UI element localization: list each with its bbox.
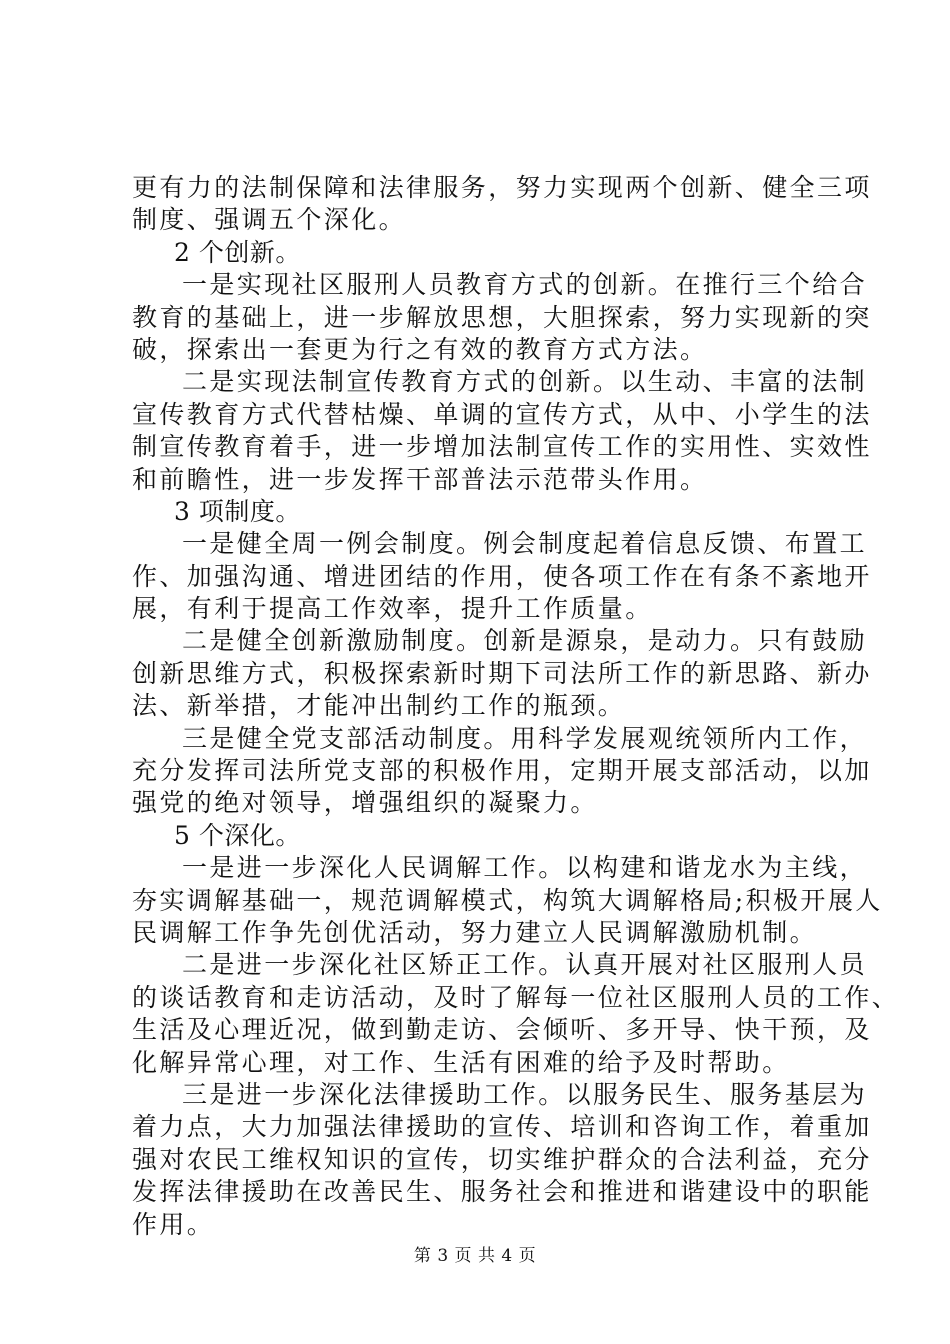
text-line: 三是健全党支部活动制度。用科学发展观统领所内工作， [182,723,868,753]
text-line: 二是健全创新激励制度。创新是源泉，是动力。只有鼓励 [182,626,868,656]
text-line: 夯实调解基础一，规范调解模式，构筑大调解格局;积极开展人 [132,885,883,915]
text-line: 化解异常心理，对工作、生活有困难的给予及时帮助。 [132,1047,790,1077]
section-heading: 5 个深化。 [174,820,301,850]
text-line: 作用。 [132,1209,215,1239]
text-line: 法、新举措，才能冲出制约工作的瓶颈。 [132,691,626,721]
page-footer: 第 3 页 共 4 页 [413,1246,537,1266]
text-line: 创新思维方式，积极探索新时期下司法所工作的新思路、新办 [132,658,872,688]
text-line: 一是进一步深化人民调解工作。以构建和谐龙水为主线， [182,853,868,883]
text-line: 制度、强调五个深化。 [132,205,407,235]
text-line: 二是进一步深化社区矫正工作。认真开展对社区服刑人员 [182,950,868,980]
section-heading: 2 个创新。 [174,237,301,267]
text-line: 三是进一步深化法律援助工作。以服务民生、服务基层为 [182,1079,868,1109]
text-line: 展，有利于提高工作效率，提升工作质量。 [132,594,653,624]
text-line: 生活及心理近况，做到勤走访、会倾听、多开导、快干预，及 [132,1015,872,1045]
text-line: 着力点，大力加强法律援助的宣传、培训和咨询工作，着重加 [132,1112,872,1142]
text-line: 的谈话教育和走访活动，及时了解每一位社区服刑人员的工作、 [132,982,900,1012]
text-line: 宣传教育方式代替枯燥、单调的宣传方式，从中、小学生的法 [132,399,872,429]
text-line: 和前瞻性，进一步发挥干部普法示范带头作用。 [132,464,708,494]
text-line: 二是实现法制宣传教育方式的创新。以生动、丰富的法制 [182,367,868,397]
text-line: 充分发挥司法所党支部的积极作用，定期开展支部活动，以加 [132,756,872,786]
text-line: 破，探索出一套更为行之有效的教育方式方法。 [132,334,708,364]
text-line: 一是实现社区服刑人员教育方式的创新。在推行三个给合 [182,270,868,300]
text-line: 发挥法律援助在改善民生、服务社会和推进和谐建设中的职能 [132,1177,872,1207]
text-line: 制宣传教育着手，进一步增加法制宣传工作的实用性、实效性 [132,432,872,462]
text-line: 更有力的法制保障和法律服务，努力实现两个创新、健全三项 [132,173,872,202]
text-line: 民调解工作争先创优活动，努力建立人民调解激励机制。 [132,917,818,947]
text-line: 强党的绝对领导，增强组织的凝聚力。 [132,788,598,818]
text-line: 一是健全周一例会制度。例会制度起着信息反馈、布置工 [182,529,868,559]
text-line: 强对农民工维权知识的宣传，切实维护群众的合法利益，充分 [132,1144,872,1174]
section-heading: 3 项制度。 [174,496,301,526]
text-line: 教育的基础上，进一步解放思想，大胆探索，努力实现新的突 [132,302,872,332]
document-body [132,172,900,1241]
text-line: 作、加强沟通、增进团结的作用，使各项工作在有条不紊地开 [132,561,872,591]
